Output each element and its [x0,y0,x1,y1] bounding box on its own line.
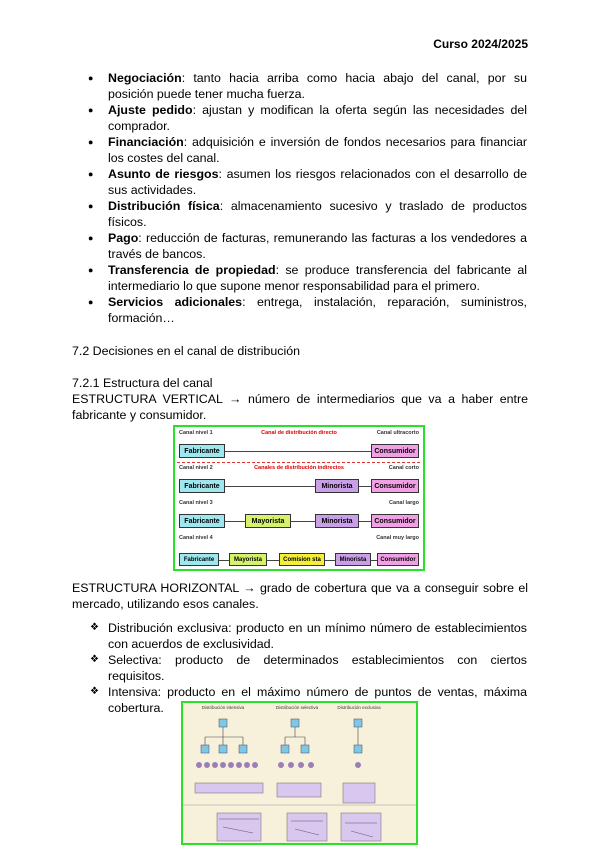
channel-level-label: Canal nivel 2 [179,465,213,471]
node-fabricante: Fabricante [179,479,225,493]
list-item: ● Negociación: tanto hacia arriba como hacia abajo del canal, por su posición puede tener mucha fuerza. [72,70,527,102]
channel-level-label: Canal nivel 4 [179,535,213,541]
divider [177,462,421,463]
list-item: ● Ajuste pedido: ajustan y modifican la oferta según las necesidades del comprador. [72,102,527,134]
subsection-heading: 7.2.1 Estructura del canal [72,376,213,390]
channel-row-4 [177,534,421,568]
vertical-structure-text: ESTRUCTURA VERTICAL → número de intermediarios que va a haber entre fabricante y consumidor. [72,392,528,422]
list-item: ● Pago: reducción de facturas, remunerando las facturas a los vendedores a través de bancos. [72,230,527,262]
column-label-selective: Distribución selectiva [275,705,319,710]
coverage-diagram [181,701,418,845]
list-item: ● Asunto de riesgos: asumen los riesgos relacionados con el desarrollo de sus actividades. [72,166,527,198]
channel-type-label: Canal muy largo [376,535,419,541]
list-item: ❖ Distribución exclusiva: producto en un mínimo número de establecimientos con acuerdos de exclusividad. [72,620,527,652]
channel-type-label: Canal largo [389,500,419,506]
node-minorista: Minorista [315,514,359,528]
node-fabricante: Fabricante [179,444,225,458]
horizontal-structure-text: ESTRUCTURA HORIZONTAL → grado de cobertura que va a conseguir sobre el mercado, utilizando esos canales. [72,581,528,611]
node-minorista: Minorista [335,553,371,566]
channel-row-3 [177,499,421,533]
channel-level-label: Canal nivel 3 [179,500,213,506]
list-item: ● Distribución física: almacenamiento sucesivo y traslado de productos físicos. [72,198,527,230]
node-fabricante: Fabricante [179,514,225,528]
node-fabricante: Fabricante [179,553,219,566]
column-label-intensive: Distribución intensiva [201,705,245,710]
channel-type-label: Canal ultracorto [376,430,419,436]
node-consumidor: Consumidor [371,514,419,528]
list-item: ● Servicios adicionales: entrega, instalación, reparación, suministros, formación… [72,294,527,326]
channel-row-2 [177,464,421,498]
channel-type-label: Canal corto [388,465,419,471]
list-item: ● Financiación: adquisición e inversión de fondos necesarios para financiar los costes del canal. [72,134,527,166]
node-consumidor: Consumidor [371,479,419,493]
node-comisionista: Comision sta [279,553,325,566]
channel-title: Canal de distribución directo [261,430,337,436]
node-minorista: Minorista [315,479,359,493]
column-label-exclusive: Distribución exclusiva [337,705,381,710]
coverage-illustration [183,703,416,843]
node-consumidor: Consumidor [371,444,419,458]
channel-level-label: Canal nivel 1 [179,430,213,436]
channel-levels-diagram [173,425,425,571]
list-item: ● Transferencia de propiedad: se produce transferencia del fabricante al intermediario lo que supone menor responsabilidad para el primero. [72,262,527,294]
node-mayorista: Mayorista [229,553,267,566]
node-mayorista: Mayorista [245,514,291,528]
list-item: ❖ Selectiva: producto de determinados establecimientos con ciertos requisitos. [72,652,527,684]
channel-title: Canales de distribución indirectos [254,465,344,471]
channel-row-1 [177,429,421,463]
section-heading: 7.2 Decisiones en el canal de distribución [72,344,300,358]
node-consumidor: Consumidor [377,553,419,566]
list-item: ❖ Intensiva: producto en el máximo número de puntos de ventas, máxima cobertura. [72,684,527,716]
course-header: Curso 2024/2025 [433,37,528,51]
channel-functions-list [72,70,527,326]
